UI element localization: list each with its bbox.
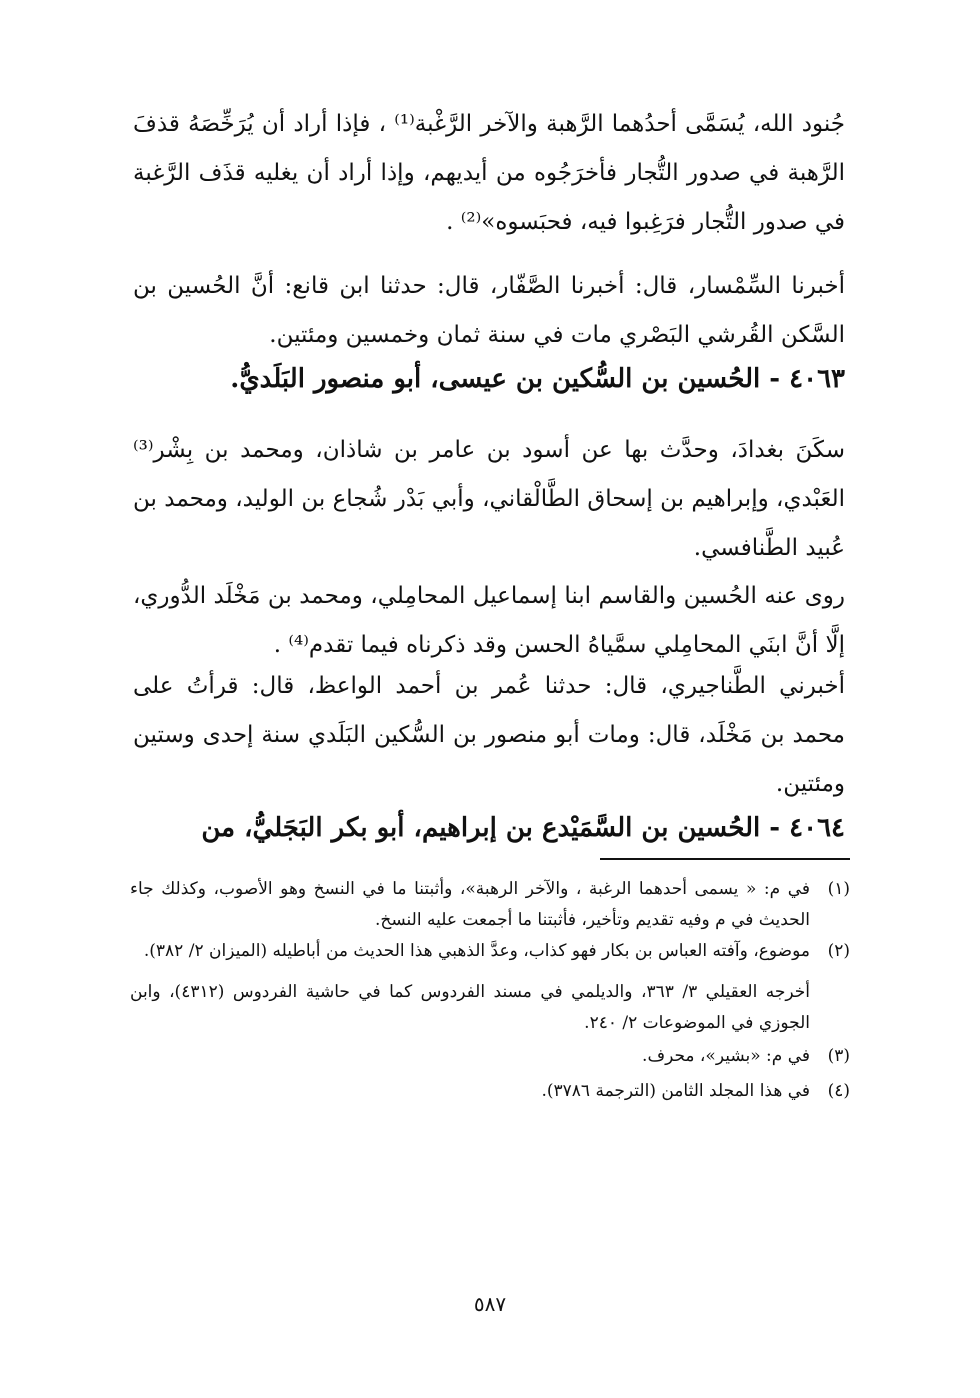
footnote-text: في م: « يسمى أحدهما الرغبة ، والآخر الرهبة»، وأثبتنا ما في النسخ وهو الأصوب، وكذلك جاء الحديث في م وفيه تقديم وتأخير، فأثبتنا ما أجمعت عليه النسخ. (130, 879, 810, 930)
footnote-number: (٣) (827, 1046, 850, 1066)
footnote-2 (130, 936, 850, 967)
footnote-number: (١) (827, 879, 850, 899)
page-number: ٥٨٧ (473, 1292, 507, 1316)
footnote-number: (٢) (827, 941, 850, 961)
paragraph-death-4063: أخبرني الطَّناجيري، قال: حدثنا عُمر بن أحمد الواعظ، قال: قرأتُ على محمد بن مَخْلَد، قال: ومات أبو منصور بن السُّكين البَلَدي سنة إحدى وستين ومئتين. (133, 673, 845, 797)
entry-heading-4064: ٤٠٦٤ - الحُسين بن السَّمَيْدع بن إبراهيم، أبو بكر البَجَليُّ، من (201, 813, 845, 843)
footnote-3 (130, 1041, 850, 1072)
footnote-1 (130, 874, 850, 936)
footnote-4 (130, 1076, 850, 1107)
footnotes-section (130, 874, 850, 1107)
footnote-text: في م: «بشير»، محرف. (642, 1046, 810, 1066)
footnote-separator-rule (600, 858, 850, 860)
footnote-2-continuation: أخرجه العقيلي ٣/ ٣٦٣، والديلمي في مسند الفردوس كما في حاشية الفردوس (٤٣١٢)، وابن الجوزي في الموضوعات ٢/ ٢٤٠. (130, 982, 810, 1033)
footnote-number: (٤) (827, 1081, 850, 1101)
paragraph-hadith-end: جُنود الله، يُسَمَّى أحدُهما الرَّهبة والآخر الرَّغْبة⁽¹⁾ ، فإذا أراد أن يُرَخِّصَهُ قذفَ الرَّهبة في صدور التُّجار فأخرَجُوه من أيديهم، وإذا أراد أن يغليه قذَف الرَّغبة في صدور التُّجار فرَغِبوا فيه، فحبَسوه»⁽²⁾ . (133, 111, 845, 235)
paragraph-isnad-1: أخبرنا السِّمْسار، قال: أخبرنا الصَّفّار، قال: حدثنا ابن قانع: أنَّ الحُسين بن السَّكن القُرشي البَصْري مات في سنة ثمان وخمسين ومئتين. (133, 273, 845, 348)
entry-heading-4063: ٤٠٦٣ - الحُسين بن السُّكين بن عيسى، أبو منصور البَلَديُّ. (230, 364, 845, 394)
paragraph-biography-4063: سكَنَ بغدادَ، وحدَّث بها عن أسود بن عامر بن شاذان، ومحمد بن بِشْر⁽³⁾ العَبْدي، وإبراهيم بن إسحاق الطَّالْقاني، وأبي بَدْر شُجاع بن الوليد، ومحمد بن عُبيد الطَّنافسي. (133, 437, 845, 561)
footnote-text: موضوع، وآفته العباس بن بكار فهو كذاب، وعدَّ الذهبي هذا الحديث من أباطيله (الميزان ٢/ ٣٨٢). (143, 941, 810, 961)
footnote-text: في هذا المجلد الثامن (الترجمة ٣٧٨٦). (541, 1081, 810, 1101)
paragraph-narrators-4063: روى عنه الحُسين والقاسم ابنا إسماعيل المحامِلي، ومحمد بن مَخْلَد الدُّوري، إلَّا أنَّ ابنَي المحامِلي سمَّياهُ الحسن وقد ذكرناه فيما تقدم⁽⁴⁾ . (133, 583, 845, 658)
